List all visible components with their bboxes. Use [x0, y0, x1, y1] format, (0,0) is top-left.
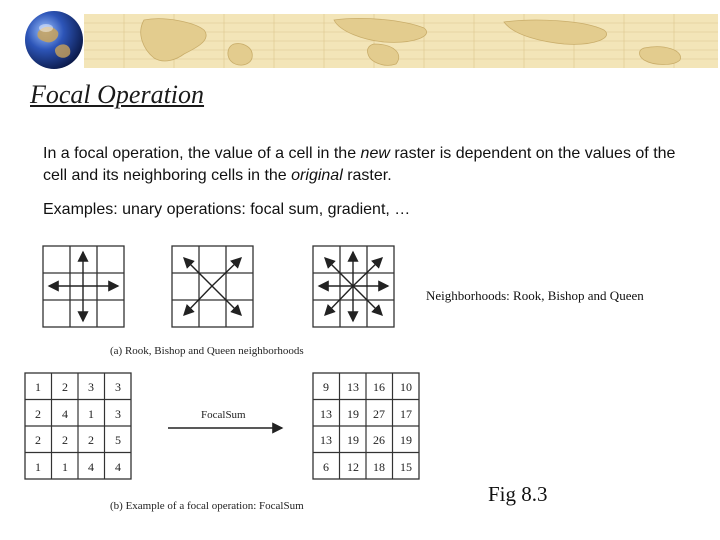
output-cell: 13 [320, 407, 332, 421]
figure-reference: Fig 8.3 [488, 482, 548, 506]
input-cell: 3 [115, 380, 121, 394]
input-cell: 4 [62, 407, 68, 421]
input-cell: 2 [35, 433, 41, 447]
queen-arrows [319, 252, 388, 321]
description-text-end: raster. [342, 167, 392, 184]
input-cell: 1 [88, 407, 94, 421]
output-cell: 17 [400, 407, 412, 421]
output-grid [313, 373, 419, 479]
emphasis-new: new [360, 145, 390, 162]
input-cell: 2 [62, 433, 68, 447]
input-cell: 2 [62, 380, 68, 394]
rook-arrows [49, 252, 118, 321]
output-cell: 6 [323, 460, 329, 474]
input-cell: 1 [62, 460, 68, 474]
input-cell: 3 [115, 407, 121, 421]
input-cell: 1 [35, 380, 41, 394]
neighborhoods-label: Neighborhoods: Rook, Bishop and Queen [426, 288, 644, 303]
output-cell: 12 [347, 460, 359, 474]
input-cell: 3 [88, 380, 94, 394]
bishop-arrows [184, 258, 241, 315]
output-cell: 13 [320, 433, 332, 447]
output-cell: 16 [373, 380, 385, 394]
output-cell: 19 [400, 433, 412, 447]
globe-icon [24, 10, 84, 70]
map-banner [84, 14, 718, 68]
input-cell: 5 [115, 433, 121, 447]
focal-operation-figure [0, 238, 720, 540]
output-cell: 19 [347, 407, 359, 421]
caption-neighborhoods: (a) Rook, Bishop and Queen neighborhoods [110, 345, 304, 357]
output-cell: 19 [347, 433, 359, 447]
input-cell: 4 [115, 460, 121, 474]
input-grid [25, 373, 131, 479]
output-cell: 18 [373, 460, 385, 474]
output-cell: 15 [400, 460, 412, 474]
emphasis-original: original [291, 167, 343, 184]
description-paragraph [43, 143, 683, 187]
input-cell: 4 [88, 460, 94, 474]
description-text-middle: raster is dependent on the values of the cell and its neighboring cells in the [43, 145, 676, 184]
caption-focalsum: (b) Example of a focal operation: FocalSum [110, 500, 304, 512]
output-cell: 26 [373, 433, 385, 447]
output-cell: 27 [373, 407, 385, 421]
output-cell: 13 [347, 380, 359, 394]
slide-title: Focal Operation [30, 80, 205, 109]
input-cell: 1 [35, 460, 41, 474]
output-cell: 10 [400, 380, 412, 394]
examples-paragraph: Examples: unary operations: focal sum, gradient, … [43, 201, 411, 218]
input-cell: 2 [35, 407, 41, 421]
input-cell: 2 [88, 433, 94, 447]
output-cell: 9 [323, 380, 329, 394]
description-text-start: In a focal operation, the value of a cell in the [43, 145, 361, 162]
focalsum-label: FocalSum [201, 409, 246, 421]
